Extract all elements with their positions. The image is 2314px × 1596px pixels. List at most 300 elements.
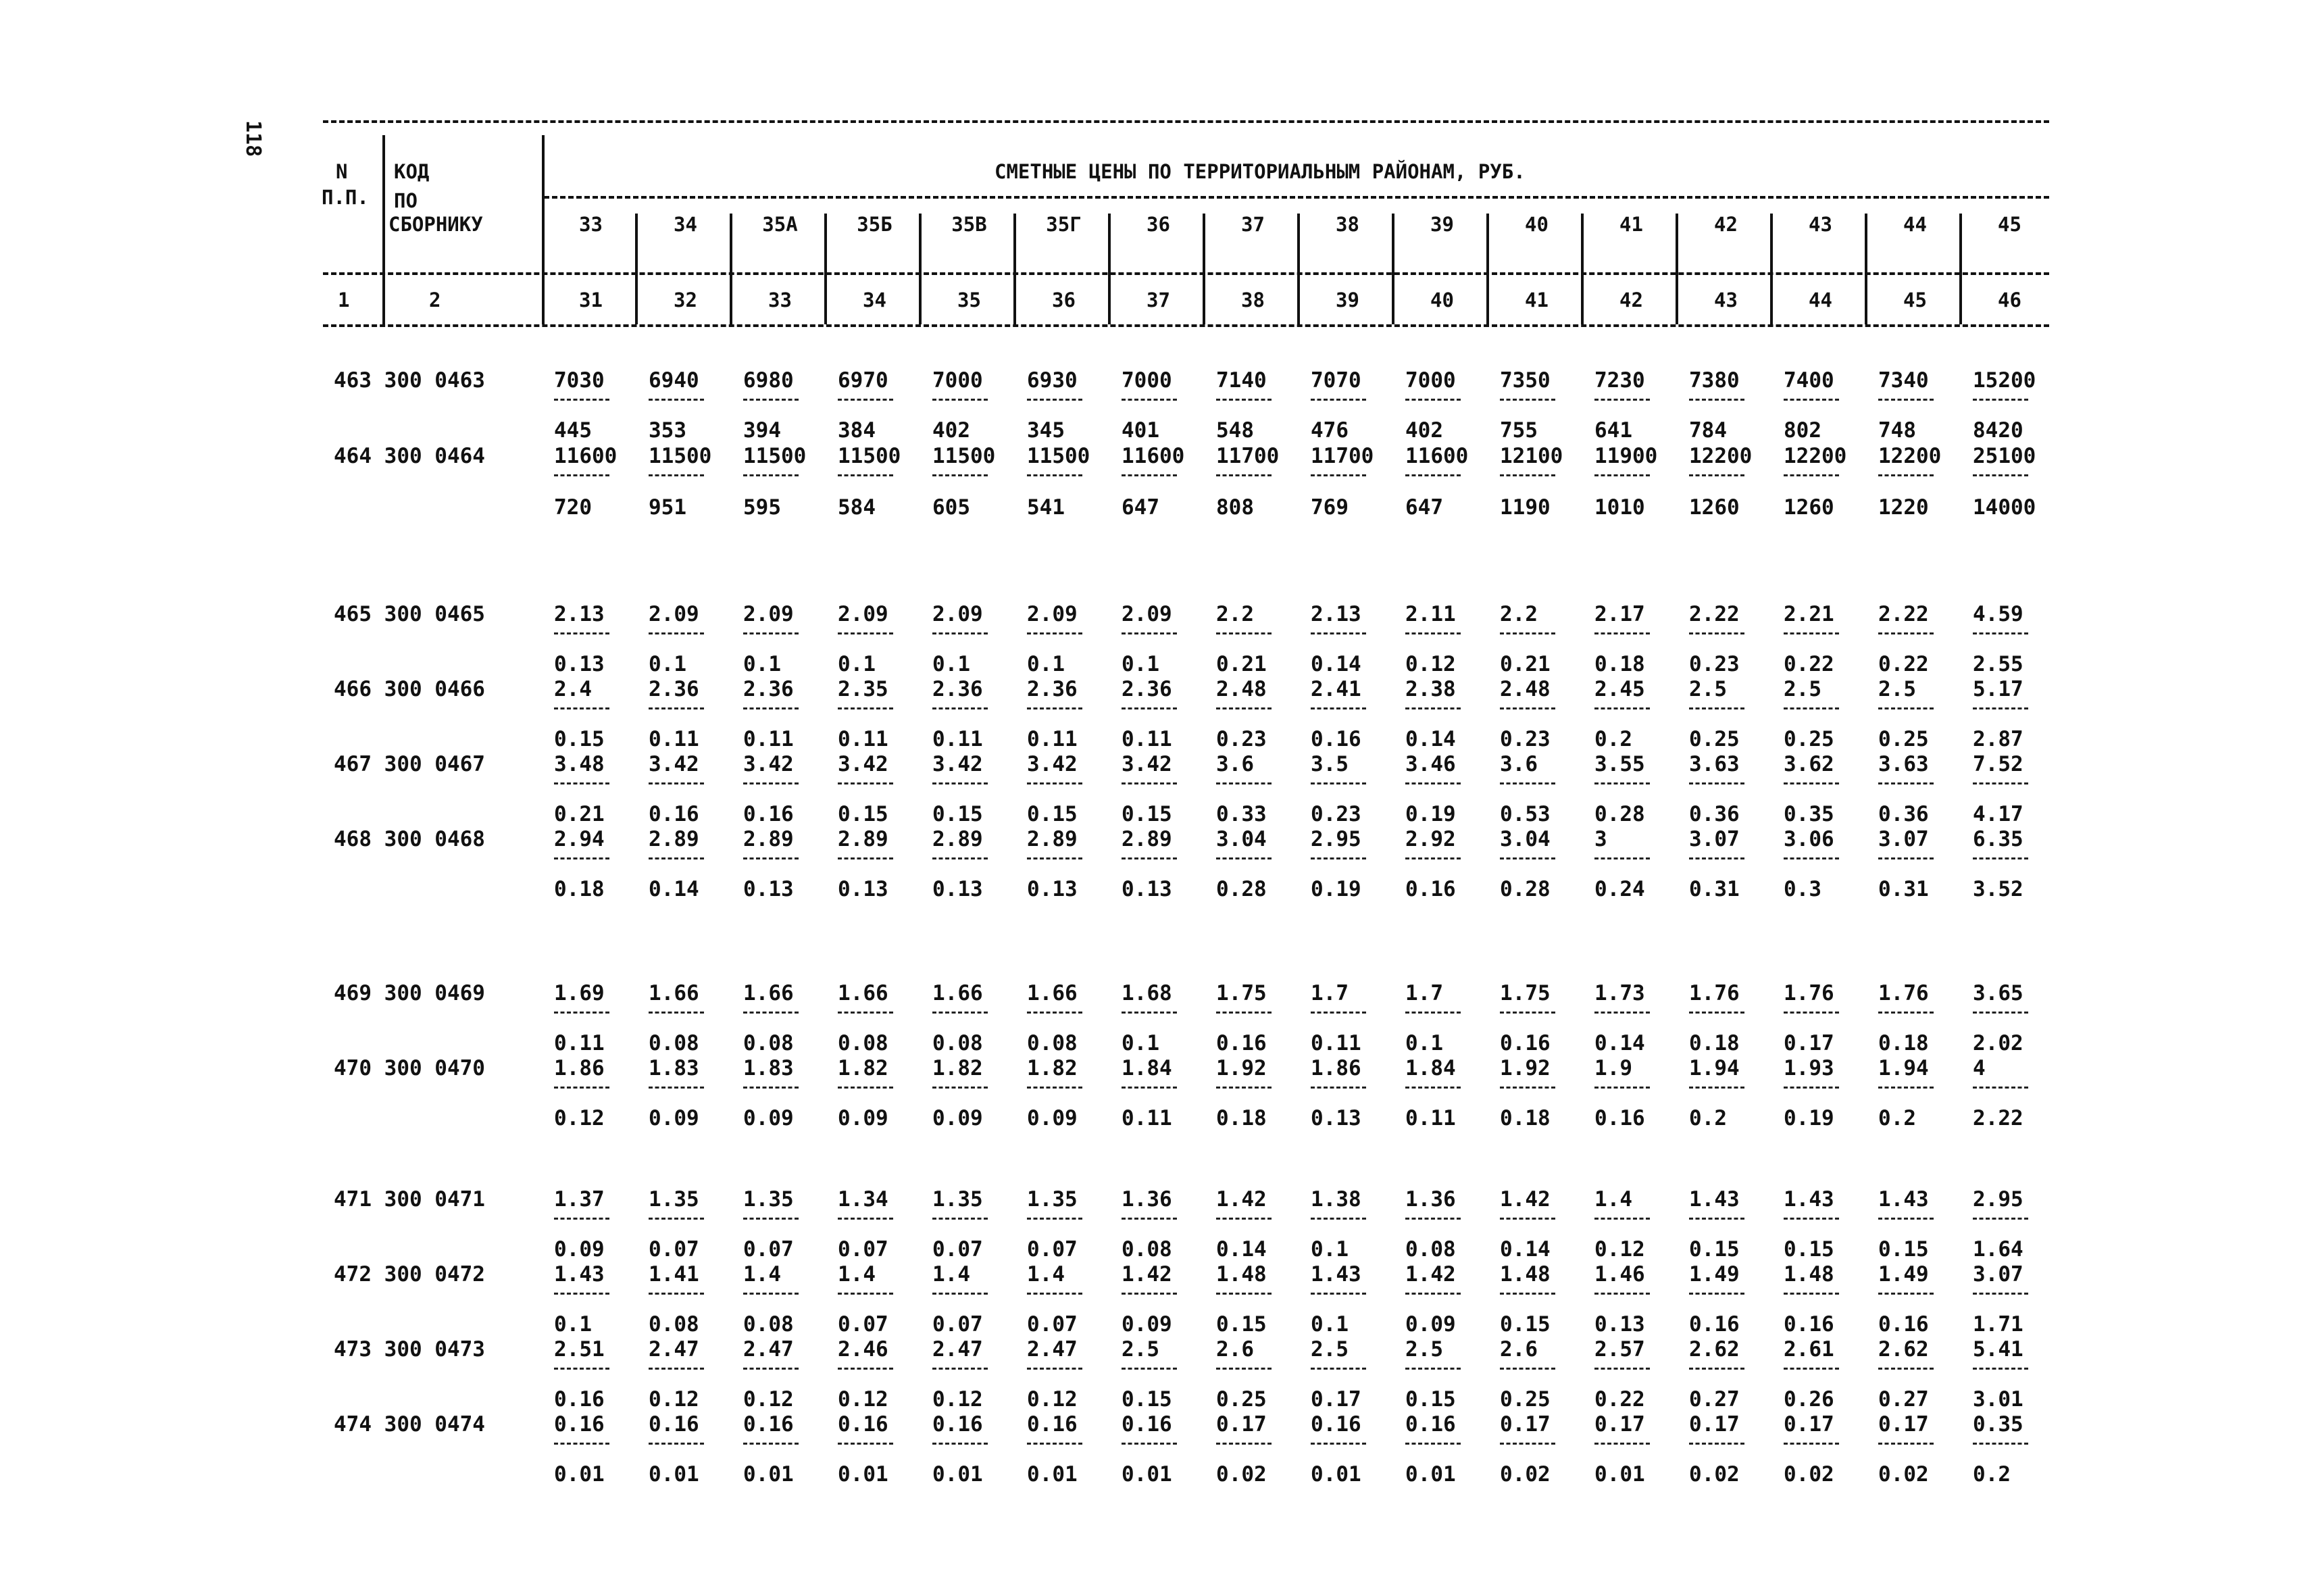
price-cell: 1.4	[932, 1262, 970, 1287]
price-cell: 0.28	[1594, 802, 1645, 826]
price-cell: 0.11	[649, 727, 699, 751]
fraction-rule	[932, 1218, 988, 1220]
price-cell: 5.41	[1973, 1337, 2023, 1362]
fraction-rule	[1405, 707, 1461, 709]
price-cell: 0.16	[1405, 877, 1456, 901]
price-cell: 1.84	[1405, 1056, 1456, 1080]
region-column-divider	[1770, 214, 1773, 324]
price-cell: 3.04	[1500, 827, 1551, 851]
fraction-rule	[1311, 782, 1366, 784]
price-cell: 1.37	[554, 1187, 605, 1212]
header-mid-rule	[323, 272, 2049, 275]
price-cell: 0.07	[838, 1312, 888, 1337]
price-cell: 0.22	[1594, 1387, 1645, 1412]
fraction-rule	[554, 1443, 609, 1445]
price-cell: 3.55	[1594, 752, 1645, 776]
price-cell: 3.48	[554, 752, 605, 776]
price-cell: 0.16	[1405, 1412, 1456, 1437]
price-cell: 0.19	[1784, 1106, 1834, 1130]
region-column-divider	[1392, 214, 1394, 324]
price-cell: 1.4	[1027, 1262, 1065, 1287]
price-cell: 0.21	[1216, 652, 1267, 676]
price-cell: 0.53	[1500, 802, 1551, 826]
fraction-rule	[1878, 1443, 1934, 1445]
price-cell: 0.09	[1122, 1312, 1172, 1337]
fraction-rule	[1311, 474, 1366, 476]
fraction-rule	[1594, 1087, 1650, 1089]
price-cell: 647	[1405, 495, 1443, 520]
price-cell: 1.43	[554, 1262, 605, 1287]
price-cell: 7400	[1784, 368, 1834, 393]
fraction-rule	[1216, 1443, 1272, 1445]
price-cell: 11900	[1594, 444, 1658, 468]
price-cell: 1.7	[1311, 981, 1349, 1005]
price-cell: 4.59	[1973, 602, 2023, 626]
price-cell: 0.31	[1689, 877, 1740, 901]
fraction-rule	[1122, 1293, 1177, 1295]
price-cell: 720	[554, 495, 592, 520]
price-cell: 0.2	[1878, 1106, 1916, 1130]
region-column-divider	[919, 214, 922, 324]
region-column-divider	[730, 214, 732, 324]
fraction-rule	[1878, 474, 1934, 476]
region-code: 41	[1619, 213, 1643, 236]
fraction-rule	[1405, 632, 1461, 634]
price-cell: 3.07	[1878, 827, 1929, 851]
fraction-rule	[1973, 474, 2028, 476]
fraction-rule	[649, 1218, 704, 1220]
fraction-rule	[1973, 632, 2028, 634]
price-cell: 2.95	[1311, 827, 1361, 851]
price-cell: 0.08	[743, 1312, 794, 1337]
price-cell: 1.35	[743, 1187, 794, 1212]
item-code: 474 300 0474	[334, 1412, 485, 1437]
region-code: 35Б	[857, 213, 892, 236]
price-cell: 541	[1027, 495, 1065, 520]
fraction-rule	[1216, 399, 1272, 401]
price-cell: 7.52	[1973, 752, 2023, 776]
price-cell: 401	[1122, 418, 1159, 443]
price-cell: 1.82	[838, 1056, 888, 1080]
fraction-rule	[1027, 1368, 1082, 1370]
price-cell: 0.25	[1689, 727, 1740, 751]
price-cell: 1.83	[649, 1056, 699, 1080]
price-cell: 1.82	[1027, 1056, 1078, 1080]
price-cell: 0.16	[649, 802, 699, 826]
fraction-rule	[1216, 1293, 1272, 1295]
price-cell: 0.01	[649, 1462, 699, 1487]
fraction-rule	[1027, 782, 1082, 784]
price-cell: 2.09	[1027, 602, 1078, 626]
price-cell: 0.15	[1405, 1387, 1456, 1412]
price-cell: 1.35	[1027, 1187, 1078, 1212]
fraction-rule	[1027, 1012, 1082, 1014]
price-cell: 605	[932, 495, 970, 520]
price-cell: 0.16	[1122, 1412, 1172, 1437]
fraction-rule	[1216, 474, 1272, 476]
price-cell: 2.62	[1689, 1337, 1740, 1362]
header-code-3: СБОРНИКУ	[388, 213, 483, 236]
fraction-rule	[743, 474, 799, 476]
price-cell: 2.94	[554, 827, 605, 851]
fraction-rule	[1405, 399, 1461, 401]
price-cell: 11600	[1405, 444, 1469, 468]
price-cell: 0.11	[1405, 1106, 1456, 1130]
fraction-rule	[743, 1293, 799, 1295]
price-cell: 1.43	[1689, 1187, 1740, 1212]
price-cell: 2.47	[743, 1337, 794, 1362]
price-cell: 1.49	[1878, 1262, 1929, 1287]
fraction-rule	[1973, 1218, 2028, 1220]
fraction-rule	[838, 782, 893, 784]
price-cell: 0.16	[743, 1412, 794, 1437]
price-cell: 0.14	[1216, 1237, 1267, 1262]
price-cell: 0.09	[649, 1106, 699, 1130]
price-cell: 11500	[743, 444, 807, 468]
price-cell: 2.47	[932, 1337, 983, 1362]
price-cell: 0.17	[1784, 1412, 1834, 1437]
fraction-rule	[1878, 1012, 1934, 1014]
region-code: 37	[1241, 213, 1265, 236]
price-cell: 0.11	[1122, 727, 1172, 751]
fraction-rule	[1216, 1087, 1272, 1089]
price-cell: 0.2	[1689, 1106, 1727, 1130]
fraction-rule	[1784, 1087, 1839, 1089]
column-number: 37	[1147, 289, 1170, 311]
price-cell: 11700	[1311, 444, 1374, 468]
fraction-rule	[1027, 1443, 1082, 1445]
fraction-rule	[1784, 857, 1839, 859]
price-cell: 4.17	[1973, 802, 2023, 826]
price-cell: 0.13	[554, 652, 605, 676]
item-code: 471 300 0471	[334, 1187, 485, 1212]
price-cell: 1.42	[1216, 1187, 1267, 1212]
fraction-rule	[932, 399, 988, 401]
fraction-rule	[554, 632, 609, 634]
fraction-rule	[1216, 1012, 1272, 1014]
price-cell: 0.23	[1689, 652, 1740, 676]
fraction-rule	[1784, 399, 1839, 401]
price-cell: 755	[1500, 418, 1538, 443]
fraction-rule	[1784, 782, 1839, 784]
fraction-rule	[1689, 707, 1744, 709]
fraction-rule	[932, 782, 988, 784]
fraction-rule	[1784, 1293, 1839, 1295]
fraction-rule	[1027, 707, 1082, 709]
price-cell: 2.13	[554, 602, 605, 626]
price-cell: 0.07	[649, 1237, 699, 1262]
price-cell: 0.19	[1311, 877, 1361, 901]
price-cell: 0.17	[1311, 1387, 1361, 1412]
price-cell: 3.01	[1973, 1387, 2023, 1412]
fraction-rule	[743, 632, 799, 634]
price-cell: 1.48	[1784, 1262, 1834, 1287]
price-cell: 1.46	[1594, 1262, 1645, 1287]
price-cell: 0.23	[1216, 727, 1267, 751]
price-cell: 2.89	[932, 827, 983, 851]
price-cell: 0.08	[743, 1031, 794, 1055]
price-cell: 2.5	[1122, 1337, 1159, 1362]
price-cell: 0.08	[1122, 1237, 1172, 1262]
price-cell: 12100	[1500, 444, 1563, 468]
column-number: 2	[429, 289, 441, 311]
price-cell: 0.14	[1500, 1237, 1551, 1262]
fraction-rule	[1500, 1218, 1555, 1220]
header-code-1: КОД	[394, 160, 430, 183]
price-cell: 0.07	[743, 1237, 794, 1262]
price-cell: 345	[1027, 418, 1065, 443]
price-cell: 12200	[1689, 444, 1753, 468]
price-cell: 1.36	[1405, 1187, 1456, 1212]
fraction-rule	[1689, 1368, 1744, 1370]
fraction-rule	[649, 399, 704, 401]
price-cell: 0.1	[1311, 1312, 1349, 1337]
price-cell: 11600	[1122, 444, 1185, 468]
price-cell: 1.9	[1594, 1056, 1632, 1080]
price-cell: 2.2	[1216, 602, 1254, 626]
price-cell: 1.94	[1689, 1056, 1740, 1080]
region-column-divider	[824, 214, 827, 324]
price-cell: 0.12	[554, 1106, 605, 1130]
price-cell: 0.1	[554, 1312, 592, 1337]
price-cell: 0.17	[1784, 1031, 1834, 1055]
price-cell: 0.16	[838, 1412, 888, 1437]
price-cell: 2.48	[1216, 677, 1267, 701]
fraction-rule	[1405, 857, 1461, 859]
price-cell: 2.22	[1878, 602, 1929, 626]
price-cell: 0.13	[838, 877, 888, 901]
region-column-divider	[1959, 214, 1962, 324]
price-cell: 1220	[1878, 495, 1929, 520]
price-cell: 1.4	[838, 1262, 876, 1287]
price-cell: 0.1	[1405, 1031, 1443, 1055]
price-cell: 0.01	[743, 1462, 794, 1487]
item-code: 466 300 0466	[334, 677, 485, 701]
price-cell: 0.13	[1594, 1312, 1645, 1337]
fraction-rule	[1689, 474, 1744, 476]
price-cell: 1.36	[1122, 1187, 1172, 1212]
price-cell: 3.52	[1973, 877, 2023, 901]
fraction-rule	[1689, 632, 1744, 634]
price-cell: 784	[1689, 418, 1727, 443]
price-cell: 0.08	[932, 1031, 983, 1055]
price-cell: 0.1	[1027, 652, 1065, 676]
price-cell: 0.17	[1216, 1412, 1267, 1437]
fraction-rule	[838, 1218, 893, 1220]
price-cell: 6940	[649, 368, 699, 393]
fraction-rule	[1689, 1218, 1744, 1220]
price-cell: 2.51	[554, 1337, 605, 1362]
price-cell: 0.18	[1216, 1106, 1267, 1130]
price-cell: 0.16	[1216, 1031, 1267, 1055]
price-cell: 2.89	[838, 827, 888, 851]
fraction-rule	[649, 1012, 704, 1014]
price-cell: 2.89	[1027, 827, 1078, 851]
price-cell: 1.92	[1216, 1056, 1267, 1080]
region-column-divider	[1581, 214, 1584, 324]
price-cell: 0.17	[1594, 1412, 1645, 1437]
price-cell: 2.21	[1784, 602, 1834, 626]
fraction-rule	[1973, 1443, 2028, 1445]
price-cell: 0.08	[649, 1031, 699, 1055]
price-cell: 3	[1594, 827, 1607, 851]
column-number: 32	[674, 289, 697, 311]
price-cell: 0.28	[1500, 877, 1551, 901]
fraction-rule	[838, 632, 893, 634]
price-cell: 0.01	[554, 1462, 605, 1487]
fraction-rule	[1784, 474, 1839, 476]
price-cell: 1.76	[1784, 981, 1834, 1005]
price-cell: 12200	[1878, 444, 1942, 468]
price-cell: 0.12	[1405, 652, 1456, 676]
price-cell: 0.31	[1878, 877, 1929, 901]
price-cell: 0.15	[554, 727, 605, 751]
price-cell: 3.63	[1689, 752, 1740, 776]
fraction-rule	[1973, 1368, 2028, 1370]
price-cell: 2.22	[1689, 602, 1740, 626]
header-divider	[542, 135, 545, 324]
price-cell: 0.36	[1878, 802, 1929, 826]
price-cell: 1.43	[1784, 1187, 1834, 1212]
price-cell: 0.15	[1689, 1237, 1740, 1262]
price-cell: 0.18	[1689, 1031, 1740, 1055]
price-cell: 2.5	[1784, 677, 1821, 701]
price-cell: 445	[554, 418, 592, 443]
price-cell: 0.2	[1973, 1462, 2011, 1487]
price-cell: 7230	[1594, 368, 1645, 393]
fraction-rule	[1500, 1443, 1555, 1445]
price-cell: 0.08	[838, 1031, 888, 1055]
fraction-rule	[1027, 399, 1082, 401]
fraction-rule	[1027, 857, 1082, 859]
price-cell: 11500	[649, 444, 712, 468]
fraction-rule	[1784, 1368, 1839, 1370]
price-cell: 1.68	[1122, 981, 1172, 1005]
price-cell: 2.5	[1405, 1337, 1443, 1362]
fraction-rule	[1216, 782, 1272, 784]
price-cell: 0.07	[932, 1237, 983, 1262]
price-cell: 0.21	[1500, 652, 1551, 676]
price-cell: 0.09	[554, 1237, 605, 1262]
fraction-rule	[1500, 1368, 1555, 1370]
price-cell: 2.17	[1594, 602, 1645, 626]
price-cell: 0.02	[1689, 1462, 1740, 1487]
price-cell: 1.64	[1973, 1237, 2023, 1262]
fraction-rule	[1216, 1368, 1272, 1370]
fraction-rule	[1405, 782, 1461, 784]
price-cell: 4	[1973, 1056, 1986, 1080]
price-cell: 2.09	[1122, 602, 1172, 626]
price-cell: 0.1	[838, 652, 876, 676]
price-cell: 0.13	[1122, 877, 1172, 901]
fraction-rule	[932, 632, 988, 634]
fraction-rule	[1689, 857, 1744, 859]
region-code: 40	[1525, 213, 1549, 236]
price-cell: 0.02	[1784, 1462, 1834, 1487]
price-cell: 0.15	[1122, 1387, 1172, 1412]
price-cell: 0.27	[1689, 1387, 1740, 1412]
price-cell: 0.16	[1689, 1312, 1740, 1337]
region-column-divider	[635, 214, 638, 324]
fraction-rule	[743, 707, 799, 709]
price-cell: 2.36	[1027, 677, 1078, 701]
fraction-rule	[1594, 1368, 1650, 1370]
price-cell: 3.07	[1973, 1262, 2023, 1287]
region-column-divider	[1865, 214, 1867, 324]
fraction-rule	[1405, 1087, 1461, 1089]
price-cell: 0.25	[1216, 1387, 1267, 1412]
price-cell: 11700	[1216, 444, 1280, 468]
price-cell: 0.11	[932, 727, 983, 751]
price-cell: 0.1	[1122, 652, 1159, 676]
price-cell: 2.38	[1405, 677, 1456, 701]
fraction-rule	[743, 1087, 799, 1089]
price-cell: 353	[649, 418, 686, 443]
header-sub-rule	[544, 196, 2049, 199]
price-cell: 1.38	[1311, 1187, 1361, 1212]
price-cell: 0.12	[932, 1387, 983, 1412]
fraction-rule	[1311, 1293, 1366, 1295]
price-cell: 0.16	[1311, 1412, 1361, 1437]
price-cell: 0.19	[1405, 802, 1456, 826]
fraction-rule	[1311, 1087, 1366, 1089]
column-number: 45	[1903, 289, 1927, 311]
fraction-rule	[554, 707, 609, 709]
price-cell: 1.49	[1689, 1262, 1740, 1287]
price-cell: 2.89	[649, 827, 699, 851]
price-cell: 3.42	[1027, 752, 1078, 776]
region-code: 38	[1336, 213, 1359, 236]
fraction-rule	[838, 1293, 893, 1295]
price-cell: 0.11	[838, 727, 888, 751]
price-cell: 2.35	[838, 677, 888, 701]
price-cell: 0.15	[1784, 1237, 1834, 1262]
fraction-rule	[932, 1087, 988, 1089]
price-cell: 3.07	[1689, 827, 1740, 851]
fraction-rule	[1216, 1218, 1272, 1220]
fraction-rule	[1405, 474, 1461, 476]
fraction-rule	[1500, 1012, 1555, 1014]
price-cell: 1.48	[1500, 1262, 1551, 1287]
price-cell: 0.02	[1216, 1462, 1267, 1487]
price-cell: 0.21	[554, 802, 605, 826]
fraction-rule	[1878, 1218, 1934, 1220]
price-cell: 2.02	[1973, 1031, 2023, 1055]
fraction-rule	[1784, 1012, 1839, 1014]
price-cell: 0.35	[1973, 1412, 2023, 1437]
region-column-divider	[1676, 214, 1678, 324]
fraction-rule	[1594, 1218, 1650, 1220]
fraction-rule	[1027, 632, 1082, 634]
price-cell: 3.04	[1216, 827, 1267, 851]
column-number: 31	[579, 289, 603, 311]
column-number: 35	[957, 289, 981, 311]
fraction-rule	[649, 1293, 704, 1295]
price-cell: 0.11	[743, 727, 794, 751]
fraction-rule	[1594, 707, 1650, 709]
price-cell: 1.76	[1689, 981, 1740, 1005]
fraction-rule	[743, 1218, 799, 1220]
fraction-rule	[1216, 632, 1272, 634]
fraction-rule	[838, 1087, 893, 1089]
fraction-rule	[1594, 474, 1650, 476]
fraction-rule	[1027, 474, 1082, 476]
price-cell: 2.47	[649, 1337, 699, 1362]
region-code: 34	[674, 213, 697, 236]
region-code: 35Г	[1046, 213, 1082, 236]
column-number: 1	[338, 289, 350, 311]
price-cell: 12200	[1784, 444, 1847, 468]
